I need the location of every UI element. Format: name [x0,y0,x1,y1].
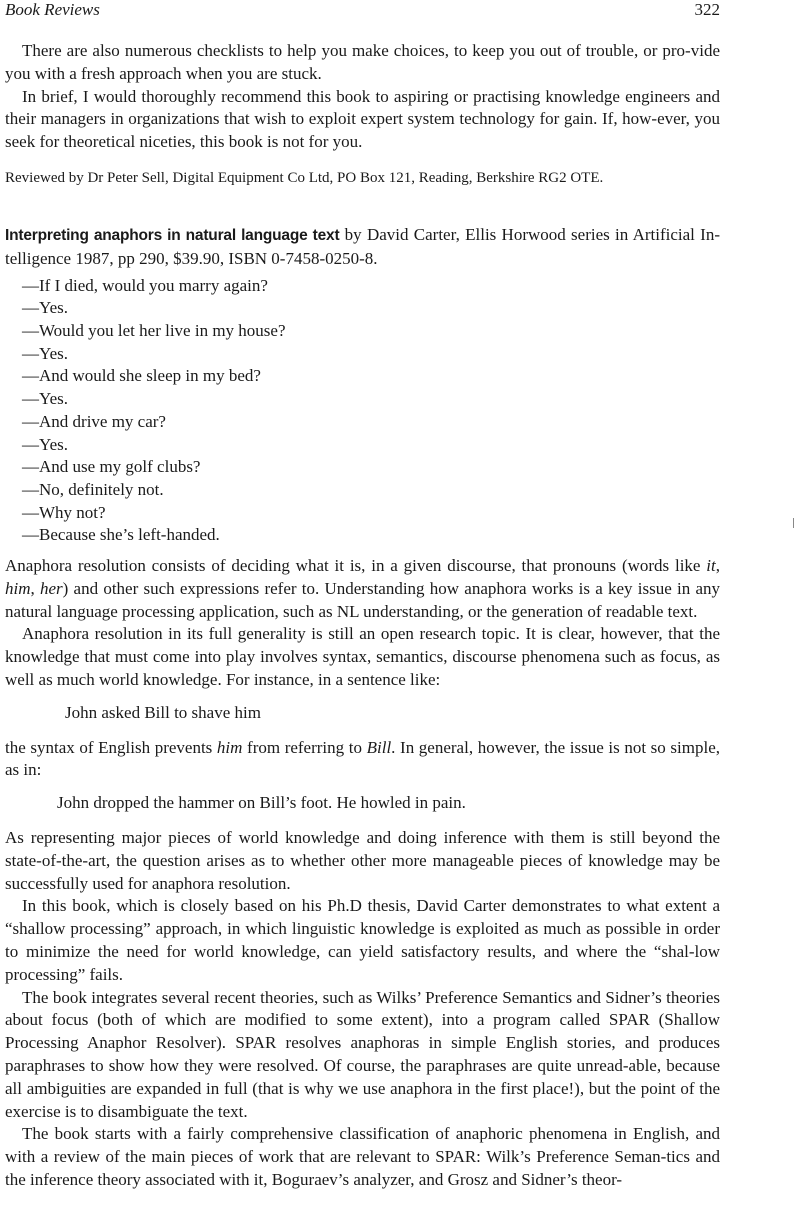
review-heading [5,224,720,271]
dialogue-line: —Would you let her live in my house? [22,320,286,340]
page-number: 322 [694,0,720,19]
dialogue-epigraph [22,275,720,547]
review-paragraph-1: Anaphora resolution consists of deciding what it is, in a given discourse, that pronouns (words like it, him, her) and other such expressions refer to. Understanding how anaphora works is a key issue in any natural language processing application, such as NL understanding, or the generation of readable text. [5,556,720,621]
page-header [5,0,720,24]
dialogue-line: —Yes. [22,298,68,318]
previous-review-paragraph-1: There are also numerous checklists to help you make choices, to keep you out of trouble, or pro-vide you with a fresh approach when you are stuck. [5,41,720,83]
review-paragraph-6: The book integrates several recent theories, such as Wilks’ Preference Semantics and Sidner’s theories about focus (both of which are modified to some extent), into a program called SPAR (Shallow Processing Anaphor Resolver). SPAR resolves anaphoras in simple English stories, and produces paraphrases to show how they were resolved. Of course, the paraphrases are quite unread-able, because all ambiguities are expanded in full (that is why we use anaphora in the first place!), but the point of the exercise is to disambiguate the text. [5,987,720,1121]
dialogue-line: —Yes. [22,434,68,454]
dialogue-line: —And drive my car? [22,411,166,431]
review-paragraph-2: Anaphora resolution in its full generality is still an open research topic. It is clear, however, that the knowledge that must come into play involves syntax, semantics, discourse phenomena such as focus, as well as much world knowledge. For instance, in a sentence like: [5,624,720,689]
example-sentence-1: John asked Bill to shave him [65,702,261,722]
article-body [5,40,720,1192]
example-sentence-2: John dropped the hammer on Bill’s foot. He howled in pain. [57,793,466,813]
dialogue-line: —And would she sleep in my bed? [22,366,261,386]
book-title: Interpreting anaphors in natural language text [5,226,340,244]
dialogue-line: —Because she’s left-handed. [22,525,220,545]
review-paragraph-7: The book starts with a fairly comprehensive classification of anaphoric phenomena in English, and with a review of the main pieces of work that are relevant to SPAR: Wilk’s Preference Seman-tics and the inference theory associated with it, Boguraev’s analyzer, and Grosz and Sidner’s theor- [5,1124,720,1189]
dialogue-line: —If I died, would you marry again? [22,275,268,295]
previous-review-paragraph-2: In brief, I would thoroughly recommend this book to aspiring or practising knowledge engineers and their managers in organizations that wish to exploit expert system technology for gain. If, how-ever, you seek for theoretical niceties, this book is not for you. [5,86,720,152]
margin-mark [793,518,794,528]
running-head: Book Reviews [5,0,100,19]
reviewer-byline: Reviewed by Dr Peter Sell, Digital Equipment Co Ltd, PO Box 121, Reading, Berkshire RG2 OTE. [5,169,604,186]
dialogue-line: —And use my golf clubs? [22,457,201,477]
dialogue-line: —Yes. [22,343,68,363]
book-details: by David Carter, Ellis Horwood series in Artificial In-telligence 1987, pp 290, $39.90, ISBN 0-7458-0250-8. [5,224,721,268]
dialogue-line: —Why not? [22,502,106,522]
review-paragraph-4: As representing major pieces of world knowledge and doing inference with them is still beyond the state-of-the-art, the question arises as to whether other more manageable pieces of knowledge may be successfully used for anaphora resolution. [5,827,720,893]
dialogue-line: —No, definitely not. [22,479,164,499]
dialogue-line: —Yes. [22,389,68,409]
review-paragraph-5: In this book, which is closely based on his Ph.D thesis, David Carter demonstrates to what extent a “shallow processing” approach, in which linguistic knowledge is exploited as much as possible in order to minimize the need for world knowledge, can yield satisfactory results, and where the “shal-low processing” fails. [5,896,720,984]
review-paragraph-3: the syntax of English prevents him from referring to Bill. In general, however, the issue is not so simple, as in: [5,737,720,780]
